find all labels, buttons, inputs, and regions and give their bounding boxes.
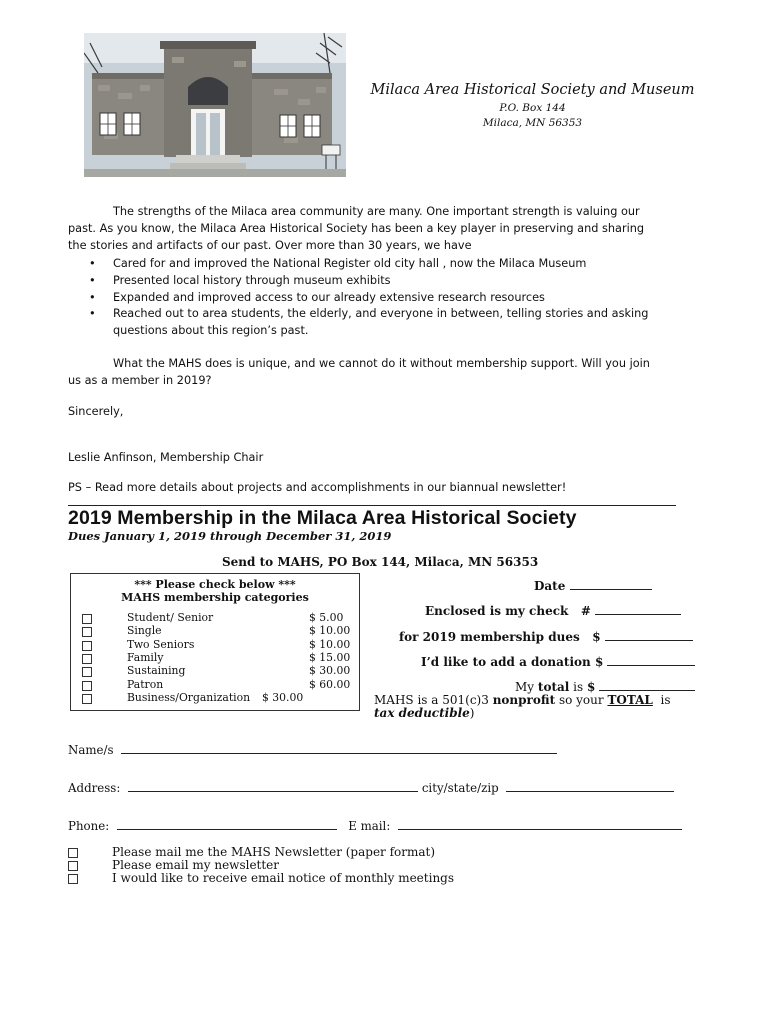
meeting-notice-label: I would like to receive email notice of monthly meetings: [112, 871, 455, 885]
city-state-zip-field[interactable]: [506, 781, 674, 792]
category-checkbox[interactable]: [82, 667, 92, 677]
category-label: Business/Organization: [127, 691, 251, 704]
nonprofit-mid: so your: [558, 693, 604, 707]
donation-label: I’d like to add a donation: [421, 655, 591, 669]
name-row: [68, 743, 557, 757]
address-label: Address:: [68, 781, 121, 795]
total-is: is: [573, 680, 584, 694]
divider: [68, 505, 676, 506]
dues-row: [399, 630, 693, 644]
email-field[interactable]: [398, 819, 682, 830]
category-checkbox[interactable]: [82, 627, 92, 637]
org-name: Milaca Area Historical Society and Museum: [370, 82, 695, 98]
donation-dollar-sign: $: [594, 655, 604, 669]
category-label: Two Seniors: [127, 638, 195, 651]
list-item: • Cared for and improved the National Register old city hall , now the Milaca Museum: [88, 256, 703, 273]
enclosed-row: [425, 604, 681, 618]
dues-dollar-sign: $: [592, 630, 601, 644]
category-label: Sustaining: [127, 664, 186, 677]
category-price: $ 10.00: [309, 638, 351, 651]
accomplishments-list: [88, 256, 703, 340]
phone-row: [68, 819, 682, 833]
mail-newsletter-checkbox[interactable]: [68, 848, 78, 858]
total-dollar-sign: $: [587, 680, 596, 694]
letter-intro-3: the stories and artifacts of our past. Over more than 30 years, we have: [68, 239, 472, 252]
museum-photo: [84, 33, 346, 177]
nonprofit-prefix: MAHS is a 501(c)3: [374, 693, 489, 707]
category-checkbox[interactable]: [82, 614, 92, 624]
email-newsletter-label: Please email my newsletter: [112, 858, 280, 872]
check-number-field[interactable]: [595, 604, 681, 615]
email-label: E mail:: [348, 819, 391, 833]
letter-intro-1: The strengths of the Milaca area community are many. One important strength is valuing our: [113, 205, 640, 218]
list-item: • Expanded and improved access to our already extensive research resources: [88, 290, 703, 307]
meeting-notice-checkbox[interactable]: [68, 874, 78, 884]
dues-period: Dues January 1, 2019 through December 31, 2019: [68, 529, 392, 543]
tax-deductible: tax deductible: [374, 706, 470, 720]
phone-field[interactable]: [117, 819, 337, 830]
category-price: $ 5.00: [309, 611, 344, 624]
category-checkbox[interactable]: [82, 681, 92, 691]
city-state-zip-label: city/state/zip: [421, 781, 499, 795]
check-number-sign: #: [580, 604, 591, 618]
category-price: $ 30.00: [262, 691, 304, 704]
date-field[interactable]: [570, 579, 652, 590]
category-label: Single: [127, 624, 162, 637]
email-newsletter-checkbox[interactable]: [68, 861, 78, 871]
form-title: 2019 Membership in the Milaca Area Historical Society: [68, 507, 577, 529]
letter-appeal-1: What the MAHS does is unique, and we cannot do it without membership support. Will you join: [113, 357, 650, 370]
category-price: $ 15.00: [309, 651, 351, 664]
letter-intro-2: past. As you know, the Milaca Area Historical Society has been a key player in preserving and sharing: [68, 222, 645, 235]
donation-amount-field[interactable]: [607, 655, 695, 666]
total-amount-field[interactable]: [599, 680, 695, 691]
address-field[interactable]: [128, 781, 418, 792]
category-label: Family: [127, 651, 164, 664]
org-city: Milaca, MN 56353: [482, 117, 583, 129]
nonprofit-word: nonprofit: [492, 693, 556, 707]
dues-amount-field[interactable]: [605, 630, 693, 641]
donation-row: [421, 655, 695, 669]
category-label: Patron: [127, 678, 164, 691]
category-checkbox[interactable]: [82, 641, 92, 651]
send-to-address: Send to MAHS, PO Box 144, Milaca, MN 56353: [222, 555, 539, 569]
mail-newsletter-label: Please mail me the MAHS Newsletter (paper format): [112, 845, 436, 859]
letter-ps: PS – Read more details about projects and accomplishments in our biannual newsletter!: [68, 481, 567, 494]
letter-signature: Leslie Anfinson, Membership Chair: [68, 451, 264, 464]
phone-label: Phone:: [68, 819, 110, 833]
close-paren: ): [469, 706, 475, 720]
org-po-box: P.O. Box 144: [499, 102, 566, 114]
nonprofit-total: TOTAL: [607, 693, 653, 707]
total-row: [515, 680, 695, 694]
address-row: [68, 781, 674, 795]
enclosed-label: Enclosed is my check: [425, 604, 569, 618]
tax-deductible-note: [374, 706, 474, 720]
letter-appeal-2: us as a member in 2019?: [68, 374, 212, 387]
letter-closing: Sincerely,: [68, 405, 124, 418]
list-item: • Reached out to area students, the elderly, and everyone in between, telling stories and asking questions about this region’s past.: [88, 306, 703, 340]
nonprofit-is: is: [660, 693, 671, 707]
list-item: • Presented local history through museum exhibits: [88, 273, 703, 290]
categories-heading: MAHS membership categories: [121, 591, 309, 604]
date-label: Date: [534, 579, 566, 593]
category-label: Student/ Senior: [127, 611, 214, 624]
total-word: total: [537, 680, 570, 694]
name-field[interactable]: [121, 743, 557, 754]
category-price: $ 10.00: [309, 624, 351, 637]
categories-heading-instruction: *** Please check below ***: [134, 578, 296, 591]
date-row: [534, 579, 652, 593]
category-checkbox[interactable]: [82, 654, 92, 664]
name-label: Name/s: [68, 743, 114, 757]
dues-amount-label: for 2019 membership dues: [399, 630, 580, 644]
category-price: $ 30.00: [309, 664, 351, 677]
nonprofit-note: [374, 693, 671, 707]
category-price: $ 60.00: [309, 678, 351, 691]
category-checkbox[interactable]: [82, 694, 92, 704]
total-my: My: [515, 680, 535, 694]
